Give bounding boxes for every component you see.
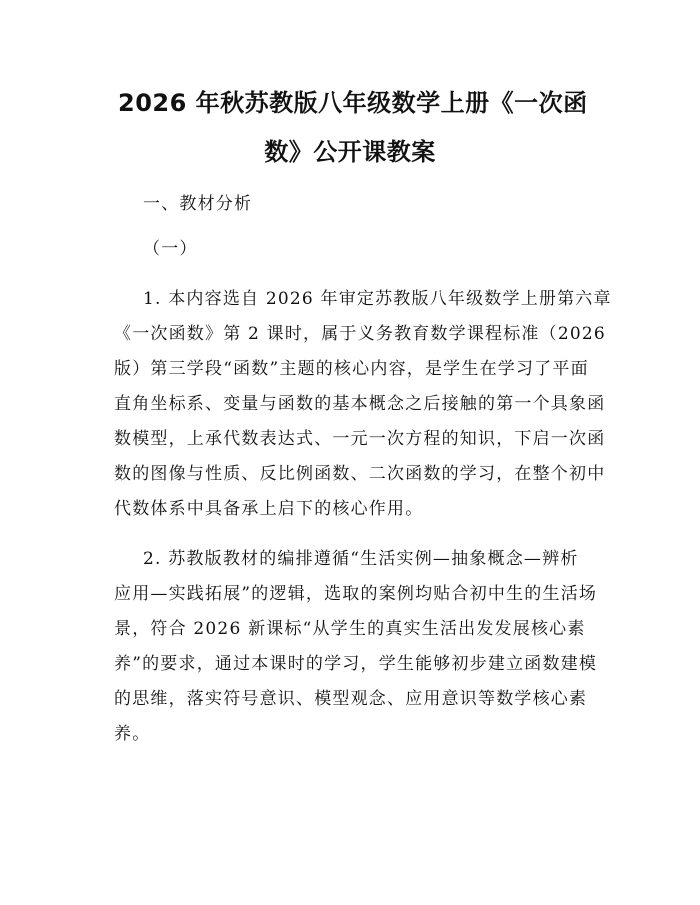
paragraph-1-line: 直角坐标系、变量与函数的基本概念之后接触的第一个具象函 [114, 394, 606, 414]
paragraph-1-line: 《一次函数》第 2 课时，属于义务教育数学课程标准（2026 [114, 324, 606, 344]
sub-heading: （一） [143, 239, 198, 259]
paragraph-2-line: 养”的要求，通过本课时的学习，学生能够初步建立函数建模 [114, 654, 598, 674]
section-heading: 一、教材分析 [143, 194, 253, 214]
paragraph-2-line: 的思维，落实符号意识、模型观念、应用意识等数学核心素 [114, 689, 588, 709]
paragraph-2-line: 景，符合 2026 新课标“从学生的真实生活出发发展核心素 [114, 619, 586, 639]
paragraph-1-line: 版）第三学段“函数”主题的核心内容，是学生在学习了平面 [114, 359, 589, 379]
paragraph-2-line: 应用—实践拓展”的逻辑，选取的案例均贴合初中生的生活场 [114, 584, 598, 604]
paragraph-1-line: 1. 本内容选自 2026 年审定苏教版八年级数学上册第六章 [143, 289, 612, 309]
document-title-line-2: 数》公开课教案 [264, 138, 436, 166]
document-title-line-1: 2026 年秋苏教版八年级数学上册《一次函 [118, 89, 588, 117]
paragraph-1-line: 代数体系中具备承上启下的核心作用。 [114, 499, 424, 519]
paragraph-2-line: 2. 苏教版教材的编排遵循“生活实例—抽象概念—辨析 [143, 549, 579, 569]
paragraph-1-line: 数的图像与性质、反比例函数、二次函数的学习，在整个初中 [114, 464, 606, 484]
paragraph-1-line: 数模型，上承代数表达式、一元一次方程的知识，下启一次函 [114, 429, 606, 449]
paragraph-2-line: 养。 [114, 724, 151, 744]
